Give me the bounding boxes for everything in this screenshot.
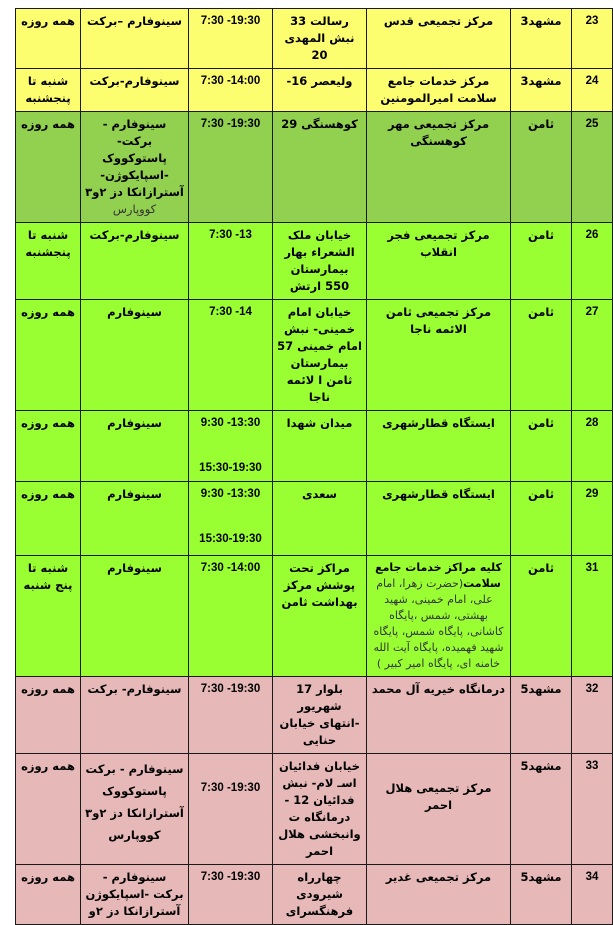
city-cell: مشهد5 (511, 865, 572, 925)
vaccine-line: کووپارس (112, 202, 157, 216)
row-index: 23 (572, 9, 613, 69)
vaccine-line: -اسپایکوژن- (100, 168, 169, 182)
hours-cell: 7:30 -19:30 (189, 677, 273, 754)
hours-cell: 7:30 -19:30 (189, 865, 273, 925)
hours-cell: 7:30 -14:00 (189, 556, 273, 677)
city-cell: مشهد5 (511, 677, 572, 754)
city-cell: ثامن (511, 556, 572, 677)
days-cell: شنبه تا پنجشنبه (16, 223, 81, 300)
vaccination-centers-table (15, 8, 613, 925)
row-index: 27 (572, 300, 613, 411)
vaccine-line: سینوفارم - برکت (85, 762, 184, 776)
vaccine-line: آسترازانکا دز ۲و۳ (85, 806, 184, 820)
address-cell: خیابان ملک الشعراء بهار بیمارستان 550 ارتش (273, 223, 367, 300)
vaccines-cell (81, 865, 189, 925)
address-cell: ولیعصر 16- (273, 69, 367, 112)
vaccines-cell: سینوفارم (81, 482, 189, 556)
vaccines-cell: سینوفارم- برکت (81, 677, 189, 754)
hours-cell (189, 754, 273, 865)
vaccines-cell: سینوفارم (81, 556, 189, 677)
vaccine-line: آسترازانکا دز ۲و۳ (85, 185, 184, 199)
vaccine-line: کووپارس (108, 828, 161, 842)
center-cell: درمانگاه خیریه آل محمد (367, 677, 511, 754)
center-cell: مرکز خدمات جامع سلامت امیرالمومنین (367, 69, 511, 112)
address-cell: میدان شهدا (273, 411, 367, 482)
vaccine-line: پاستوکووک (102, 784, 167, 798)
address-cell: مراکز تحت پوشش مرکز بهداشت ثامن (273, 556, 367, 677)
hours-line: 9:30 -13:30 (200, 417, 261, 429)
address-cell: سعدی (273, 482, 367, 556)
address-cell: چهارراه شیرودی فرهنگسرای (273, 865, 367, 925)
hours-cell: 7:30 -19:30 (189, 9, 273, 69)
table-row (16, 9, 613, 69)
center-cell: ایستگاه قطارشهری (367, 411, 511, 482)
vaccines-cell: سینوفارم-برکت (81, 69, 189, 112)
table-row (16, 677, 613, 754)
row-index: 25 (572, 112, 613, 223)
center-cell: ایستگاه قطارشهری (367, 482, 511, 556)
vaccines-cell (81, 112, 189, 223)
row-index: 24 (572, 69, 613, 112)
city-cell: ثامن (511, 223, 572, 300)
city-cell: ثامن (511, 112, 572, 223)
center-cell: مرکز تجمیعی مهر کوهسنگی (367, 112, 511, 223)
address-cell: خیابان فدائیان اسـ لام- نبش فدائیان 12 - درمانگاه ت وانبخشی هلال احمر (273, 754, 367, 865)
center-cell: مرکز تجمیعی فجر انقلاب (367, 223, 511, 300)
center-cell (367, 754, 511, 865)
center-cell (367, 556, 511, 677)
vaccine-line: سینوفارم - برکت- (102, 117, 167, 148)
vaccines-cell (81, 754, 189, 865)
days-cell: همه روزه (16, 300, 81, 411)
hours-cell (189, 482, 273, 556)
city-cell: مشهد5 (511, 754, 572, 865)
table-row (16, 754, 613, 865)
table-row (16, 223, 613, 300)
address-cell: کوهسنگی 29 (273, 112, 367, 223)
hours-line: 15:30-19:30 (199, 462, 262, 474)
table-row (16, 411, 613, 482)
days-cell: همه روزه (16, 411, 81, 482)
center-cell: مرکز تجمیعی قدس (367, 9, 511, 69)
center-cell: مرکز تجمیعی ثامن الائمه ناجا (367, 300, 511, 411)
city-cell: ثامن (511, 411, 572, 482)
vaccines-cell: سینوفارم-برکت (81, 223, 189, 300)
vaccine-line: پاستوکووک (102, 151, 167, 165)
center-title: کلیه مراکز خدمات جامع سلامت (375, 561, 502, 590)
days-cell: همه روزه (16, 112, 81, 223)
row-index: 34 (572, 865, 613, 925)
days-cell: همه روزه (16, 754, 81, 865)
vaccine-line: برکت -اسپایکوژن (85, 887, 184, 901)
row-index: 29 (572, 482, 613, 556)
days-cell: همه روزه (16, 865, 81, 925)
address-cell: خیابان امام خمینی- نبش امام خمینی 57 بیمارستان ثامن ا لائمه ناجا (273, 300, 367, 411)
hours-cell: 7:30 -14 (189, 300, 273, 411)
row-index: 33 (572, 754, 613, 865)
hours-line: 9:30 -13:30 (200, 488, 261, 500)
table-row (16, 300, 613, 411)
hours-cell: 7:30 -14:00 (189, 69, 273, 112)
vaccine-line: آسترازانکا دز ۲و (88, 904, 181, 918)
city-cell: مشهد3 (511, 9, 572, 69)
address-cell: بلوار 17 شهریور -انتهای خیابان حنایی (273, 677, 367, 754)
days-cell: همه روزه (16, 677, 81, 754)
hours-cell: 7:30 -19:30 (189, 112, 273, 223)
hours-cell (189, 411, 273, 482)
table-row (16, 112, 613, 223)
table-row (16, 69, 613, 112)
hours-cell: 7:30 -13 (189, 223, 273, 300)
city-cell: ثامن (511, 482, 572, 556)
days-cell: همه روزه (16, 9, 81, 69)
vaccines-cell: سینوفارم (81, 300, 189, 411)
center-name: مرکز تجمیعی هلال احمر (385, 781, 492, 812)
table-row (16, 556, 613, 677)
row-index: 28 (572, 411, 613, 482)
vaccines-cell: سینوفارم (81, 411, 189, 482)
center-cell: مرکز تجمیعی غدیر (367, 865, 511, 925)
city-cell: مشهد3 (511, 69, 572, 112)
table-row (16, 865, 613, 925)
table-row (16, 482, 613, 556)
row-index: 32 (572, 677, 613, 754)
days-cell: شنبه تا پنج شنبه (16, 556, 81, 677)
days-cell: همه روزه (16, 482, 81, 556)
hours-line: 7:30 -19:30 (200, 782, 261, 794)
hours-line: 15:30-19:30 (199, 533, 262, 545)
city-cell: ثامن (511, 300, 572, 411)
days-cell: شنبه تا پنجشنبه (16, 69, 81, 112)
vaccine-line: سینوفارم - (102, 870, 167, 884)
address-cell: رسالت 33 نبش المهدی 20 (273, 9, 367, 69)
row-index: 26 (572, 223, 613, 300)
row-index: 31 (572, 556, 613, 677)
vaccines-cell: سینوفارم –برکت (81, 9, 189, 69)
center-detail: (حضرت زهرا، امام علی، امام خمینی، شهید بهشتی، شمس ،پایگاه کاشانی، پایگاه شمس، پایگاه شهید فهمیده، پایگاه آیت الله خامنه ای، پایگاه امیر کبیر ) (373, 577, 504, 670)
